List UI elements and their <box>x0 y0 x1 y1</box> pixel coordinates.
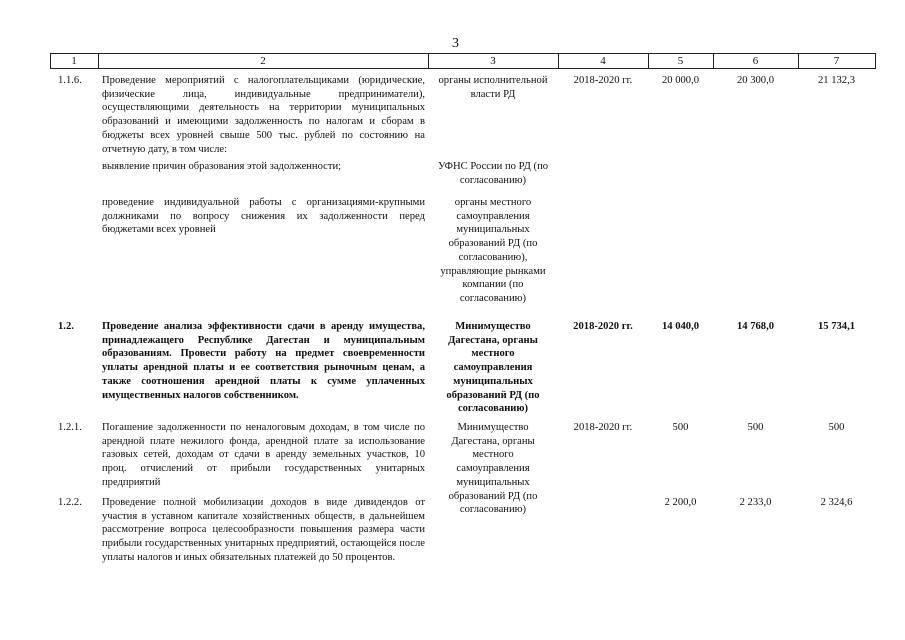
row-executor: органы местного самоуправления муниципальных образований РД (по согласованию), управляющие рынками компании (по согласованию) <box>440 197 546 304</box>
row-period: 2018-2020 гг. <box>573 75 633 86</box>
row-value-7: 500 <box>828 422 845 433</box>
row-text: Проведение анализа эффективности сдачи в аренду имущества, принадлежащего Республике Дагестан и муниципальным образованиям. Провести работу на предмет своевременности уплаты арендной платы и ее соответствия рыночным ценам, а также соотношения арендной платы к сумме уплаченных имущественных налогов собственником. <box>102 321 425 401</box>
row-executor: Минимущество Дагестана, органы местного самоуправления муниципальных образований РД (по согласованию) <box>446 321 540 415</box>
row-value-6: 14 768,0 <box>736 321 775 332</box>
row-value-5: 20 000,0 <box>661 75 700 86</box>
page-number: 3 <box>452 36 459 51</box>
row-value-7: 21 132,3 <box>817 75 856 86</box>
row-text: Погашение задолженности по неналоговым доходам, в том числе по арендной плате нежилого фонда, арендной плате за использование газовых сетей, доходам от сдачи в аренду земельных участков, 10 проц. отчислений от прибыли государственных унитарных предприятий <box>102 422 425 488</box>
col-header-3: 3 <box>428 53 558 69</box>
row-code: 1.2. <box>58 321 74 332</box>
row-value-6: 20 300,0 <box>736 75 775 86</box>
row-code: 1.2.2. <box>58 497 82 508</box>
row-value-5: 500 <box>672 422 689 433</box>
row-code: 1.2.1. <box>58 422 82 433</box>
row-period: 2018-2020 гг. <box>573 321 633 332</box>
col-header-2: 2 <box>98 53 428 69</box>
col-header-5: 5 <box>648 53 713 69</box>
row-value-5: 14 040,0 <box>661 321 700 332</box>
row-executor: органы исполнительной власти РД <box>438 75 548 100</box>
row-value-6: 500 <box>747 422 764 433</box>
col-header-7: 7 <box>798 53 875 69</box>
row-text: проведение индивидуальной работы с организациями-крупными должниками по вопросу снижения их задолженности перед бюджетами всех уровней <box>102 197 425 236</box>
row-value-7: 15 734,1 <box>817 321 856 332</box>
row-text: выявление причин образования этой задолженности; <box>102 161 342 172</box>
row-executor: Минимущество Дагестана, органы местного самоуправления муниципальных образований РД (по согласованию) <box>448 422 538 516</box>
row-executor: УФНС России по РД (по согласованию) <box>437 161 549 186</box>
row-value-5: 2 200,0 <box>664 497 697 508</box>
col-header-6: 6 <box>713 53 798 69</box>
row-text: Проведение полной мобилизации доходов в виде дивидендов от участия в уставном капитале хозяйственных обществ, в дальнейшем рассмотрение вопроса целесообразности повышения размера части прибыли государственных унитарных предприятий, остающейся после уплаты налогов и иных обязательных платежей до 50 процентов. <box>102 497 425 563</box>
row-value-7: 2 324,6 <box>820 497 853 508</box>
col-header-4: 4 <box>558 53 648 69</box>
row-text: Проведение мероприятий с налогоплательщиками (юридические, физические лица, индивидуальные предприниматели), осуществляющими деятельность на территории муниципальных образований и имеющими задолженность по налогам и сборам в бюджеты всех уровней свыше 500 тыс. рублей по состоянию на отчетную дату, в том числе: <box>102 75 425 155</box>
col-header-1: 1 <box>50 53 98 69</box>
row-period: 2018-2020 гг. <box>573 422 633 433</box>
row-value-6: 2 233,0 <box>739 497 772 508</box>
row-code: 1.1.6. <box>58 75 82 86</box>
